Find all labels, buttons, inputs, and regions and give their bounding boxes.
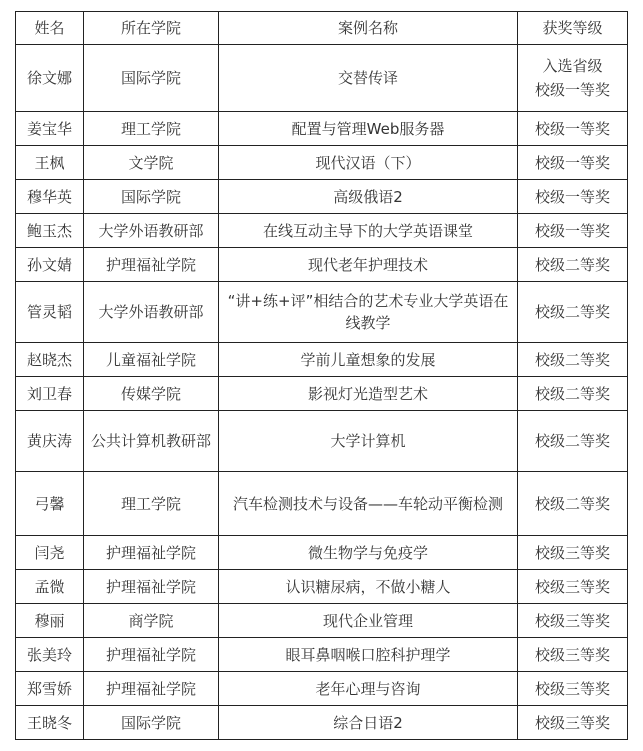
cell-name: 刘卫春	[16, 377, 84, 411]
header-row	[16, 12, 628, 45]
cell-case: 影视灯光造型艺术	[219, 377, 518, 411]
table-row	[16, 706, 628, 740]
cell-name: 徐文娜	[16, 45, 84, 112]
table-row	[16, 180, 628, 214]
cell-school: 国际学院	[84, 180, 219, 214]
table-row	[16, 146, 628, 180]
cell-case: 现代企业管理	[219, 604, 518, 638]
cell-award: 校级一等奖	[518, 180, 628, 214]
cell-school: 理工学院	[84, 112, 219, 146]
cell-case: 现代老年护理技术	[219, 248, 518, 282]
cell-award: 校级三等奖	[518, 570, 628, 604]
table-row	[16, 112, 628, 146]
cell-case: 大学计算机	[219, 411, 518, 472]
table-row	[16, 343, 628, 377]
cell-name: 穆华英	[16, 180, 84, 214]
awards-table	[15, 11, 628, 740]
cell-case: 在线互动主导下的大学英语课堂	[219, 214, 518, 248]
table-row	[16, 214, 628, 248]
table-row	[16, 570, 628, 604]
table-row	[16, 604, 628, 638]
table-row	[16, 411, 628, 472]
table-row	[16, 472, 628, 536]
table-row	[16, 672, 628, 706]
cell-name: 姜宝华	[16, 112, 84, 146]
cell-case: 交替传译	[219, 45, 518, 112]
cell-school: 护理福祉学院	[84, 248, 219, 282]
cell-award	[518, 45, 628, 112]
cell-award: 校级三等奖	[518, 638, 628, 672]
cell-name: 赵晓杰	[16, 343, 84, 377]
cell-award: 校级三等奖	[518, 672, 628, 706]
cell-case: 现代汉语（下）	[219, 146, 518, 180]
cell-award: 校级二等奖	[518, 472, 628, 536]
cell-award: 校级一等奖	[518, 214, 628, 248]
cell-award: 校级二等奖	[518, 282, 628, 343]
cell-award: 校级二等奖	[518, 411, 628, 472]
cell-case: 微生物学与免疫学	[219, 536, 518, 570]
cell-school: 商学院	[84, 604, 219, 638]
award-line-2: 校级一等奖	[534, 81, 610, 99]
cell-award: 校级二等奖	[518, 248, 628, 282]
cell-case: 老年心理与咨询	[219, 672, 518, 706]
cell-award: 校级三等奖	[518, 706, 628, 740]
header-name: 姓名	[16, 12, 84, 45]
table-row	[16, 248, 628, 282]
cell-school: 大学外语教研部	[84, 214, 219, 248]
cell-school: 儿童福祉学院	[84, 343, 219, 377]
table-row	[16, 536, 628, 570]
table-row	[16, 377, 628, 411]
table-row	[16, 282, 628, 343]
cell-name: 张美玲	[16, 638, 84, 672]
cell-school: 国际学院	[84, 706, 219, 740]
cell-name: 王枫	[16, 146, 84, 180]
cell-school: 护理福祉学院	[84, 536, 219, 570]
header-school: 所在学院	[84, 12, 219, 45]
cell-case: “讲+练+评”相结合的艺术专业大学英语在线教学	[219, 282, 518, 343]
cell-name: 管灵韬	[16, 282, 84, 343]
cell-school: 护理福祉学院	[84, 570, 219, 604]
cell-school: 护理福祉学院	[84, 638, 219, 672]
cell-case: 高级俄语2	[219, 180, 518, 214]
cell-school: 文学院	[84, 146, 219, 180]
cell-name: 孟微	[16, 570, 84, 604]
cell-name: 穆丽	[16, 604, 84, 638]
cell-case: 配置与管理Web服务器	[219, 112, 518, 146]
table-row	[16, 45, 628, 112]
cell-name: 闫尧	[16, 536, 84, 570]
cell-name: 鲍玉杰	[16, 214, 84, 248]
cell-award: 校级三等奖	[518, 536, 628, 570]
cell-name: 弓馨	[16, 472, 84, 536]
cell-school: 传媒学院	[84, 377, 219, 411]
cell-name: 郑雪娇	[16, 672, 84, 706]
cell-award: 校级二等奖	[518, 343, 628, 377]
cell-name: 孙文婧	[16, 248, 84, 282]
cell-case: 认识糖尿病，不做小糖人	[219, 570, 518, 604]
header-case: 案例名称	[219, 12, 518, 45]
cell-school: 大学外语教研部	[84, 282, 219, 343]
cell-award: 校级一等奖	[518, 146, 628, 180]
cell-name: 王晓冬	[16, 706, 84, 740]
award-line-1: 入选省级	[542, 57, 603, 75]
cell-case: 汽车检测技术与设备——车轮动平衡检测	[219, 472, 518, 536]
cell-award: 校级三等奖	[518, 604, 628, 638]
table-row	[16, 638, 628, 672]
cell-name: 黄庆涛	[16, 411, 84, 472]
cell-school: 公共计算机教研部	[84, 411, 219, 472]
cell-case: 学前儿童想象的发展	[219, 343, 518, 377]
header-award: 获奖等级	[518, 12, 628, 45]
cell-case: 综合日语2	[219, 706, 518, 740]
cell-award: 校级一等奖	[518, 112, 628, 146]
cell-school: 理工学院	[84, 472, 219, 536]
cell-school: 国际学院	[84, 45, 219, 112]
cell-school: 护理福祉学院	[84, 672, 219, 706]
cell-case: 眼耳鼻咽喉口腔科护理学	[219, 638, 518, 672]
cell-award: 校级二等奖	[518, 377, 628, 411]
